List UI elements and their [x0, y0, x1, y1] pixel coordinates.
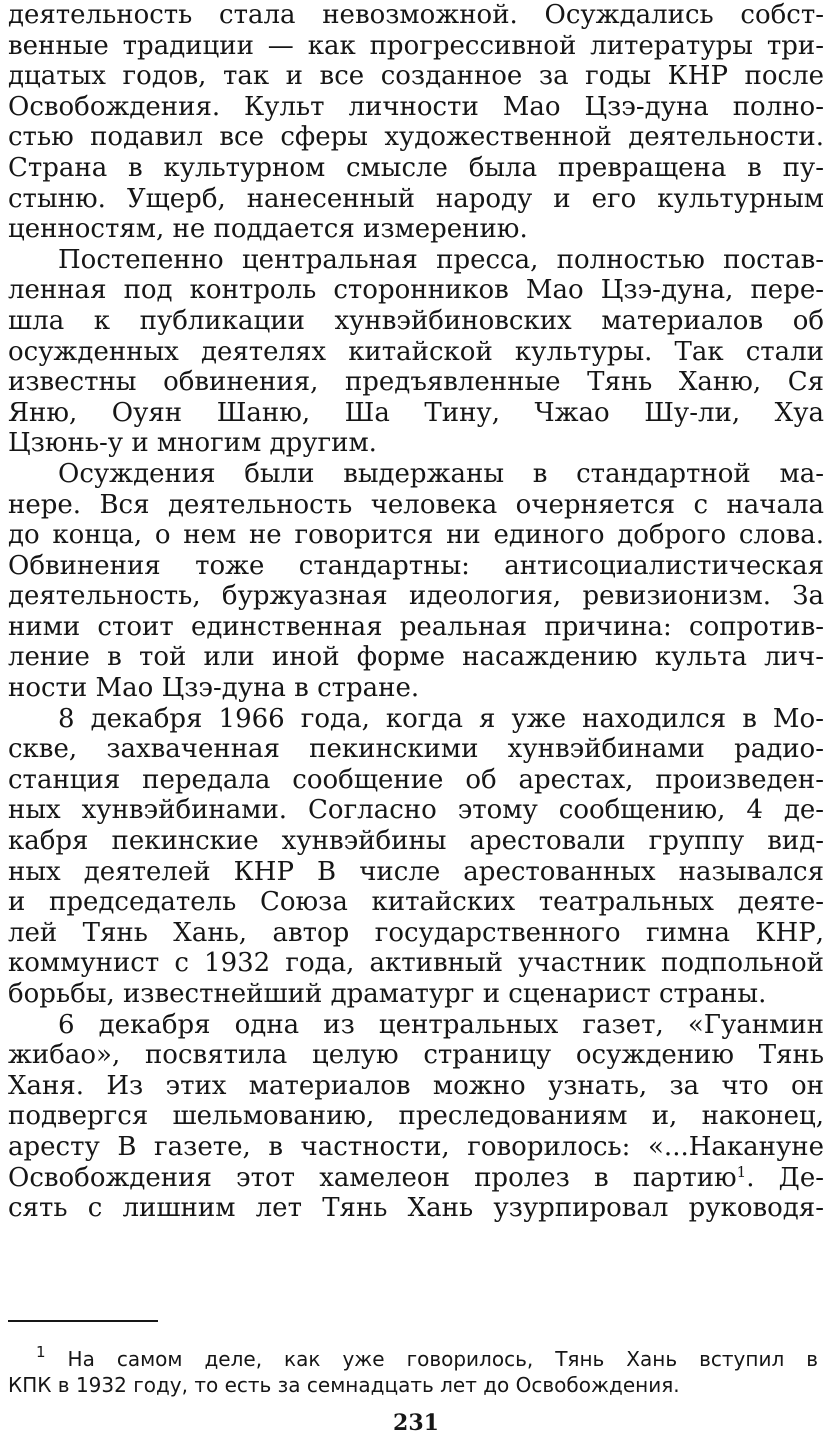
paragraph-1: [8, 0, 824, 245]
text-line: стыню. Ущерб, нанесенный народу и его культурным: [8, 183, 824, 214]
footnote-divider: [8, 1320, 158, 1322]
text-line: Освобождения. Культ личности Мао Цзэ-дуна полно-: [8, 91, 824, 122]
footnote: [8, 1346, 818, 1398]
text-line: кабря пекинские хунвэйбины арестовали группу вид-: [8, 826, 824, 857]
text-line: Страна в культурном смысле была превращена в пу-: [8, 152, 824, 183]
paragraph-3: [8, 459, 824, 704]
text-line: шла к публикации хунвэйбиновских материалов об: [8, 305, 824, 336]
text-line: 6 декабря одна из центральных газет, «Гуанмин: [58, 1009, 824, 1040]
footnote-reference[interactable]: 1: [736, 1162, 747, 1181]
text-line: осужденных деятелях китайской культуры. Так стали: [8, 336, 824, 367]
text-line: Постепенно центральная пресса, полностью постав-: [58, 244, 824, 275]
main-text: [8, 0, 824, 1224]
text-line: борьбы, известнейший драматург и сценарист страны.: [8, 979, 767, 1009]
text-line: [8, 1163, 824, 1194]
text-line: ленная под контроль сторонников Мао Цзэ-дуна, пере-: [8, 275, 824, 306]
text-line: дцатых годов, так и все созданное за годы КНР после: [8, 61, 824, 92]
paragraph-5: [8, 1010, 824, 1224]
text-line: деятельность, буржуазная идеология, ревизионизм. За: [8, 581, 824, 612]
text-line: ление в той или иной форме насаждению культа лич-: [8, 642, 824, 673]
paragraph-2: [8, 245, 824, 459]
text-line: нере. Вся деятельность человека очерняется с начала: [8, 489, 824, 520]
footnote-text: На самом деле, как уже говорилось, Тянь Хань вступил в: [67, 1347, 818, 1371]
text-line: сять с лишним лет Тянь Хань узурпировал руководя-: [8, 1193, 824, 1224]
text-line: коммунист с 1932 года, активный участник подпольной: [8, 948, 824, 979]
text-line: и председатель Союза китайских театральных деяте-: [8, 887, 824, 918]
text-line: лей Тянь Хань, автор государственного гимна КНР,: [8, 917, 824, 948]
text-line: деятельность стала невозможной. Осуждались собст-: [8, 0, 824, 30]
text-line: стью подавил все сферы художественной деятельности.: [8, 122, 824, 153]
text-line: станция передала сообщение об арестах, произведен-: [8, 764, 824, 795]
text-line: подвергся шельмованию, преследованиям и, наконец,: [8, 1101, 824, 1132]
text-line: ных хунвэйбинами. Согласно этому сообщению, 4 де-: [8, 795, 824, 826]
text-line: Осуждения были выдержаны в стандартной ма-: [58, 458, 824, 489]
text-fragment: . Де-: [746, 1162, 824, 1193]
text-line: до конца, о нем не говорится ни единого доброго слова.: [8, 520, 824, 551]
text-line: жибао», посвятила целую страницу осуждению Тянь: [8, 1040, 824, 1071]
footnote-marker: 1: [36, 1346, 46, 1361]
text-line: венные традиции — как прогрессивной литературы три-: [8, 30, 824, 61]
text-line: Яню, Оуян Шаню, Ша Тину, Чжао Шу-ли, Хуа: [8, 397, 824, 428]
text-line: ных деятелей КНР В числе арестованных назывался: [8, 856, 824, 887]
text-line: ними стоит единственная реальная причина: сопротив-: [8, 611, 824, 642]
footnote-line: [8, 1346, 818, 1372]
text-line: ности Мао Цзэ-дуна в стране.: [8, 673, 420, 704]
text-line: 8 декабря 1966 года, когда я уже находился в Мо-: [58, 703, 824, 734]
text-line: Обвинения тоже стандартны: антисоциалистическая: [8, 550, 824, 581]
footnote-line: КПК в 1932 году, то есть за семнадцать лет до Освобождения.: [8, 1373, 680, 1397]
text-line: Цзюнь-у и многим другим.: [8, 428, 377, 459]
text-fragment: Освобождения этот хамелеон пролез в партию: [8, 1162, 737, 1193]
paragraph-4: [8, 704, 824, 1010]
page-number: 231: [393, 1410, 439, 1436]
text-line: скве, захваченная пекинскими хунвэйбинами радио-: [8, 734, 824, 765]
text-line: Ханя. Из этих материалов можно узнать, за что он: [8, 1070, 824, 1101]
text-line: известны обвинения, предъявленные Тянь Ханю, Ся: [8, 367, 824, 398]
text-line: аресту В газете, в частности, говорилось: «...Накануне: [8, 1131, 824, 1162]
text-line: ценностям, не поддается измерению.: [8, 214, 528, 245]
